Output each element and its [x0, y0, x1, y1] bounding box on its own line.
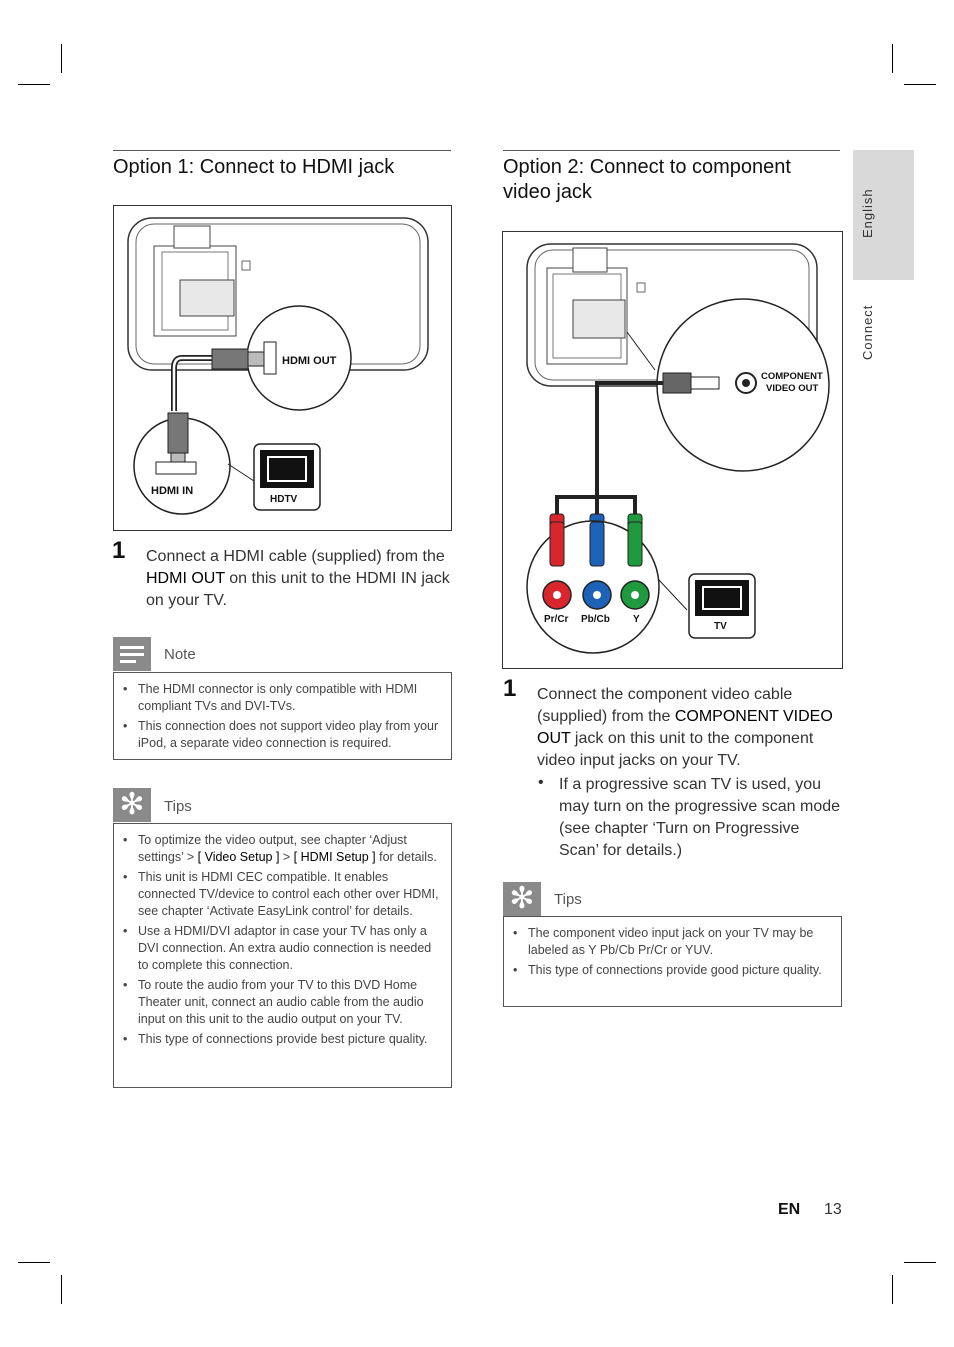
- tips-label: Tips: [554, 891, 582, 908]
- list-item: • This unit is HDMI CEC compatible. It enables connected TV/device to control each other over HDMI, see chapter ‘Activate EasyLink control’ for details.: [138, 869, 443, 920]
- crop-mark: [892, 44, 893, 73]
- note-box: [113, 672, 452, 760]
- list-item: • Use a HDMI/DVI adaptor in case your TV has only a DVI connection. An extra audio connection is needed to complete this connection.: [138, 923, 443, 974]
- tips-icon: ✻: [113, 788, 151, 822]
- sub-bullet-text: If a progressive scan TV is used, you may turn on the progressive scan mode (see chapter ‘Turn on Progressive Scan’ for details.): [559, 776, 841, 859]
- sub-bullet-dot: •: [538, 774, 544, 791]
- tv-label: TV: [714, 621, 727, 632]
- step-emphasis: HDMI OUT: [146, 570, 225, 587]
- tip-text: for details.: [375, 850, 437, 864]
- step-emphasis: COMPONENT VIDEO OUT: [537, 708, 833, 747]
- step-number: 1: [503, 675, 517, 702]
- page-number: 13: [824, 1201, 842, 1218]
- crop-mark: [61, 44, 62, 73]
- hdtv-label: HDTV: [270, 494, 298, 505]
- crop-mark: [892, 1275, 893, 1304]
- crop-mark: [18, 84, 50, 85]
- tip-text: >: [279, 850, 294, 864]
- sidebar-language-label: English: [860, 188, 875, 238]
- menu-path: [ HDMI Setup ]: [293, 850, 376, 864]
- list-item: [138, 832, 443, 866]
- list-item: • The component video input jack on your TV may be labeled as Y Pb/Cb Pr/Cr or YUV.: [528, 925, 833, 959]
- step-text: jack on this unit to the component video input jacks on your TV.: [537, 730, 814, 769]
- component-out-label: COMPONENT: [761, 371, 823, 382]
- list-item: • This type of connections provide best picture quality.: [138, 1031, 443, 1048]
- note-label: Note: [164, 646, 196, 663]
- footer-lang: EN: [778, 1201, 801, 1218]
- crop-mark: [18, 1262, 50, 1263]
- option1-step: [112, 537, 451, 612]
- y-label: Y: [633, 614, 640, 625]
- list-item: • The HDMI connector is only compatible with HDMI compliant TVs and DVI-TVs.: [138, 681, 443, 715]
- option2-step: [503, 675, 841, 772]
- step-text: on this unit to the HDMI IN jack on your TV.: [146, 570, 450, 609]
- tips-icon: ✻: [503, 882, 541, 916]
- list-item: • This connection does not support video play from your iPod, a separate video connection is required.: [138, 718, 443, 752]
- step-text: Connect the component video cable (supplied) from the: [537, 686, 793, 725]
- list-item: • This type of connections provide good picture quality.: [528, 962, 833, 979]
- hdmi-out-label: HDMI OUT: [282, 355, 337, 367]
- pr-label: Pr/Cr: [544, 614, 569, 625]
- component-out-label: VIDEO OUT: [766, 383, 819, 394]
- sidebar-section-label: Connect: [860, 304, 875, 360]
- tips-label: Tips: [164, 798, 192, 815]
- option2-title: Option 2: Connect to component video jack: [503, 150, 840, 205]
- menu-path: [ Video Setup ]: [197, 850, 280, 864]
- step-text: Connect a HDMI cable (supplied) from the: [146, 548, 445, 565]
- hdmi-in-label: HDMI IN: [151, 485, 194, 497]
- option1-title: Option 1: Connect to HDMI jack: [113, 150, 451, 180]
- step-number: 1: [112, 537, 126, 564]
- crop-mark: [904, 1262, 936, 1263]
- crop-mark: [61, 1275, 62, 1304]
- component-connection-figure: [502, 231, 843, 669]
- list-item: • To route the audio from your TV to this DVD Home Theater unit, connect an audio cable from the audio input on this unit to the audio output on your TV.: [138, 977, 443, 1028]
- tips-box: [503, 916, 842, 1007]
- note-icon: [113, 637, 151, 671]
- hdmi-connection-figure: [113, 205, 452, 531]
- tip-text: To optimize the video output, see chapter ‘Adjust settings’ >: [138, 833, 407, 864]
- crop-mark: [904, 84, 936, 85]
- tips-box: [113, 823, 452, 1088]
- pb-label: Pb/Cb: [581, 614, 610, 625]
